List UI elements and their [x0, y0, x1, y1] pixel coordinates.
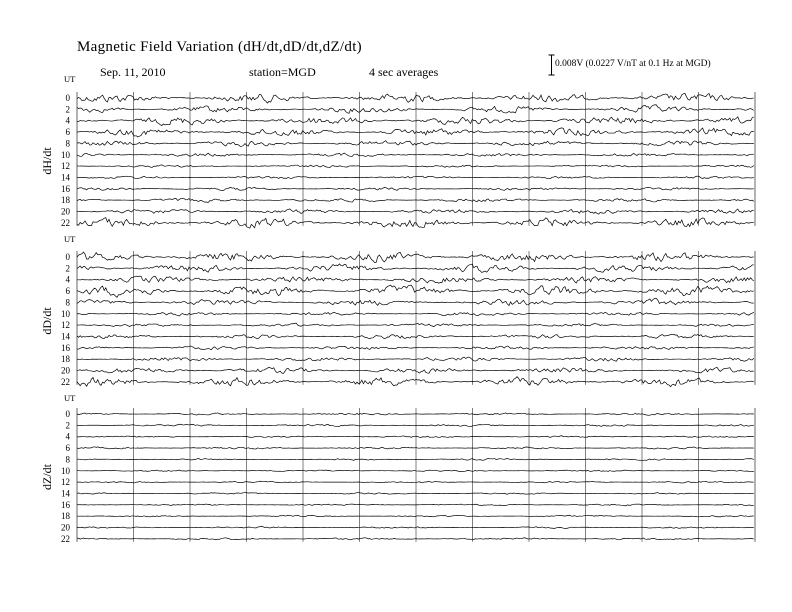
trace-line [77, 209, 754, 214]
trace-line [77, 141, 754, 147]
panel-ylabel: dH/dt [40, 147, 54, 175]
trace-line [77, 346, 754, 350]
hour-label: 6 [65, 127, 70, 138]
trace-line [77, 298, 754, 305]
trace-line [77, 165, 754, 168]
hour-label: 6 [65, 286, 70, 297]
trace-line [77, 105, 754, 114]
trace-line [77, 504, 754, 506]
trace-line [77, 424, 754, 426]
hour-label: 2 [65, 104, 70, 115]
trace-line [77, 93, 754, 103]
trace-line [77, 264, 754, 273]
panel-dD-dt [40, 234, 755, 387]
hour-label: 18 [61, 511, 70, 522]
panel-dH-dt [40, 74, 755, 228]
panel-ylabel: dZ/dt [40, 464, 54, 490]
hour-label: 16 [61, 499, 70, 510]
hour-label: 16 [61, 342, 70, 353]
trace-line [77, 276, 754, 283]
trace-line [77, 515, 754, 517]
date-label: Sep. 11, 2010 [100, 65, 166, 79]
hour-label: 2 [65, 420, 70, 431]
hour-label: 16 [61, 183, 70, 194]
hour-label: 22 [61, 376, 70, 387]
trace-line [77, 413, 754, 415]
hour-label: 20 [61, 522, 70, 533]
trace-line [77, 367, 754, 373]
hour-label: 4 [65, 115, 70, 126]
hour-label: 2 [65, 263, 70, 274]
hour-label: 0 [65, 93, 70, 103]
trace-line [77, 252, 754, 262]
trace-line [77, 153, 754, 156]
ut-axis-title: UT [64, 393, 76, 403]
hour-label: 12 [61, 477, 70, 488]
trace-line [77, 527, 754, 529]
hour-label: 10 [61, 308, 70, 319]
hour-label: 20 [61, 365, 70, 376]
trace-line [77, 312, 754, 316]
trace-line [77, 128, 754, 137]
trace-line [77, 436, 754, 438]
hour-label: 12 [61, 161, 70, 172]
trace-line [77, 198, 754, 202]
hour-label: 0 [65, 252, 70, 262]
trace-line [77, 447, 754, 449]
hour-label: 12 [61, 320, 70, 331]
ut-axis-title: UT [64, 234, 76, 244]
hour-label: 18 [61, 354, 70, 365]
hour-label: 10 [61, 465, 70, 476]
trace-line [77, 481, 754, 483]
hour-label: 18 [61, 195, 70, 206]
trace-line [77, 323, 754, 327]
station-label: station=MGD [249, 65, 316, 79]
hour-label: 0 [65, 409, 70, 419]
hour-label: 4 [65, 431, 70, 442]
hour-label: 8 [65, 138, 70, 149]
panel-ylabel: dD/dt [40, 307, 54, 335]
trace-line [77, 285, 754, 297]
ut-axis-title: UT [64, 74, 76, 84]
hour-label: 10 [61, 149, 70, 160]
hour-label: 4 [65, 274, 70, 285]
hour-label: 14 [61, 488, 70, 499]
trace-line [77, 176, 754, 179]
trace-line [77, 117, 754, 126]
hour-label: 14 [61, 331, 70, 342]
hour-label: 6 [65, 443, 70, 454]
hour-label: 20 [61, 206, 70, 217]
trace-line [77, 458, 754, 460]
scale-note: 0.008V (0.0227 V/nT at 0.1 Hz at MGD) [555, 59, 711, 69]
trace-line [77, 187, 754, 190]
panel-dZ-dt [40, 393, 755, 544]
averaging-label: 4 sec averages [369, 65, 439, 79]
chart-title: Magnetic Field Variation (dH/dt,dD/dt,dZ/dt) [77, 39, 362, 55]
hour-label: 8 [65, 454, 70, 465]
trace-line [77, 218, 754, 228]
hour-label: 22 [61, 533, 70, 544]
trace-line [77, 357, 754, 361]
trace-line [77, 538, 754, 540]
hour-label: 22 [61, 217, 70, 228]
trace-line [77, 470, 754, 471]
hour-label: 8 [65, 297, 70, 308]
trace-line [77, 493, 754, 495]
hour-label: 14 [61, 172, 70, 183]
trace-line [77, 377, 754, 387]
trace-line [77, 334, 754, 338]
